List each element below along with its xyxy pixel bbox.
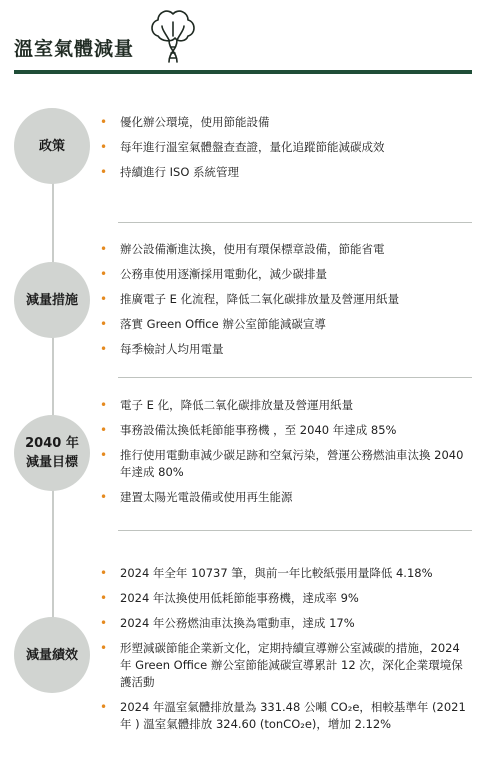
list-item: • 建置太陽光電設備或使用再生能源 — [98, 489, 466, 506]
header — [0, 0, 488, 80]
measures-list — [98, 241, 466, 366]
timeline-line — [52, 120, 54, 680]
list-item: • 2024 年全年 10737 筆，與前一年比較紙張用量降低 4.18% — [98, 565, 466, 582]
list-item: • 落實 Green Office 辦公室節能減碳宣導 — [98, 316, 466, 333]
list-item: • 優化辦公環境，使用節能設備 — [98, 114, 466, 131]
list-item: • 電子 E 化，降低二氧化碳排放量及營運用紙量 — [98, 397, 466, 414]
page-title: 溫室氣體減量 — [14, 38, 135, 60]
list-item: • 2024 年公務燃油車汰換為電動車，達成 17% — [98, 615, 466, 632]
list-item: • 辦公設備漸進汰換，使用有環保標章設備，節能省電 — [98, 241, 466, 258]
section-label-policy: 政策 — [14, 108, 90, 184]
list-item: • 每季檢討人均用電量 — [98, 341, 466, 358]
header-rule — [14, 70, 472, 74]
performance-list — [98, 565, 466, 741]
list-item: • 形塑減碳節能企業新文化，定期持續宣導辦公室減碳的措施，2024 年 Green Office 辦公室節能減碳宣導累計 12 次，深化企業環境保護活動 — [98, 640, 466, 691]
list-item: • 持續進行 ISO 系統管理 — [98, 164, 466, 181]
list-item: • 公務車使用逐漸採用電動化，減少碳排量 — [98, 266, 466, 283]
tree-dna-icon — [148, 6, 198, 64]
targets-list — [98, 397, 466, 514]
policy-list — [98, 114, 466, 189]
section-divider — [118, 530, 472, 531]
section-divider — [118, 377, 472, 378]
section-label-performance: 減量績效 — [14, 617, 90, 693]
list-item: • 推廣電子 E 化流程，降低二氧化碳排放量及營運用紙量 — [98, 291, 466, 308]
section-label-targets: 2040 年 減量目標 — [14, 415, 90, 491]
section-label-measures: 減量措施 — [14, 262, 90, 338]
list-item: • 2024 年溫室氣體排放量為 331.48 公噸 CO₂e，相較基準年 (2021 年 ) 溫室氣體排放 324.60 (tonCO₂e)，增加 2.12% — [98, 699, 466, 733]
section-divider — [118, 222, 472, 223]
list-item: • 事務設備汰換低耗節能事務機 ，至 2040 年達成 85% — [98, 422, 466, 439]
list-item: • 每年進行溫室氣體盤查查證，量化追蹤節能減碳成效 — [98, 139, 466, 156]
list-item: • 2024 年汰換使用低耗節能事務機，達成率 9% — [98, 590, 466, 607]
list-item: • 推行使用電動車減少碳足跡和空氣污染，營運公務燃油車汰換 2040 年達成 80% — [98, 447, 466, 481]
